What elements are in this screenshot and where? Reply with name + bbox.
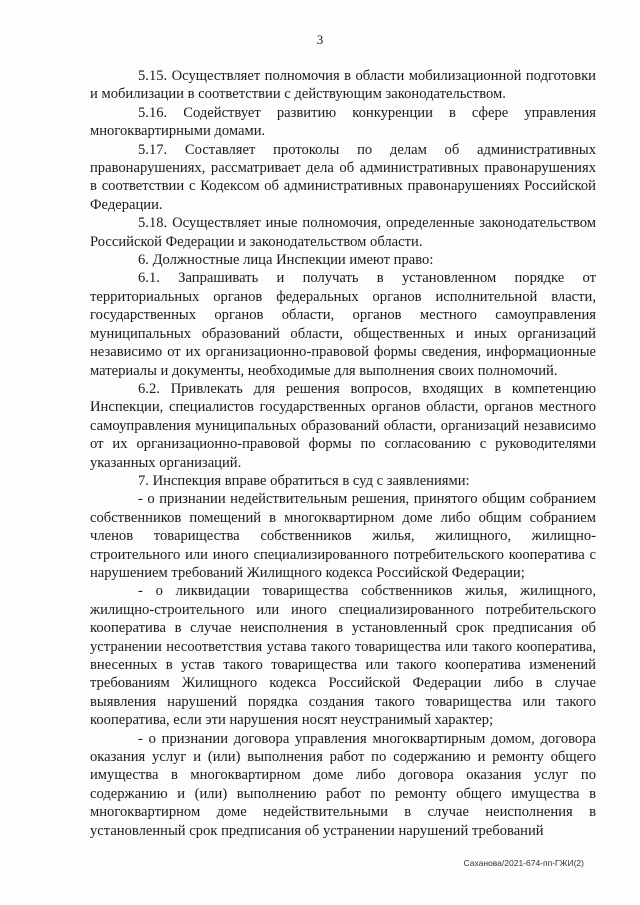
clause-7-heading: 7. Инспекция вправе обратиться в суд с заявлениями: xyxy=(138,472,470,489)
page-number: 3 xyxy=(316,32,324,47)
clause-7-item-1: - о признании недействительным решения, принятого общим собранием собственников помещений в многоквартирном доме либо общим собранием членов товарищества собственников жилья, жилищного, жилищно-строительного или иного специализированного потребительского кооператива с нарушением требований Жилищного кодекса Российской Федерации; xyxy=(90,491,596,581)
clause-5-18: 5.18. Осуществляет иные полномочия, определенные законодательством Российской Федерации и законодательством области. xyxy=(90,215,596,250)
clause-6-2: 6.2. Привлекать для решения вопросов, входящих в компетенцию Инспекции, специалистов государственных органов области, органов местного самоуправления муниципальных образований области, организаций независимо от их организационно-правовой формы по согласованию с руководителями указанных организаций. xyxy=(90,380,596,471)
clause-5-15: 5.15. Осуществляет полномочия в области мобилизационной подготовки и мобилизации в соответствии с действующим законодательством. xyxy=(90,68,596,103)
clause-6-1: 6.1. Запрашивать и получать в установленном порядке от территориальных органов федеральных органов исполнительной власти, государственных органов области, органов местного самоуправления муниципальных образований области, общественных и иных организаций независимо от их организационно-правовой формы сведения, информационные материалы и документы, необходимые для выполнения своих полномочий. xyxy=(90,270,596,379)
document-registration-code: Саханова/2021-674-пп-ГЖИ(2) xyxy=(463,858,584,868)
document-body xyxy=(90,67,596,840)
clause-6-heading: 6. Должностные лица Инспекции имеют право: xyxy=(138,252,434,269)
clause-7-item-3: - о признании договора управления многоквартирным домом, договора оказания услуг и (или) выполнения работ по содержанию и ремонту общего имущества в многоквартирном доме либо договора оказания услуг по содержанию и (или) выполнению работ по ремонту общего имущества в многоквартирном доме недействительными в случае неисполнения в установленный срок предписания об устранении нарушений требований xyxy=(90,730,596,839)
clause-7-item-2: - о ликвидации товарищества собственников жилья, жилищного, жилищно-строительного или иного специализированного потребительского кооператива в случае неисполнения в установленный срок предписания об устранении несоответствия устава такого товарищества или такого кооператива, внесенных в устав такого товарищества или такого кооператива изменений требованиям Жилищного кодекса Российской Федерации либо в случае выявления нарушений порядка создания такого товарищества или такого кооператива, если эти нарушения носят неустранимый характер; xyxy=(90,583,596,729)
clause-5-17: 5.17. Составляет протоколы по делам об административных правонарушениях, рассматривает дела об административных правонарушениях в соответствии с Кодексом об административных правонарушениях Российской Федерации. xyxy=(90,141,596,213)
clause-5-16: 5.16. Содействует развитию конкуренции в сфере управления многоквартирными домами. xyxy=(90,104,596,140)
